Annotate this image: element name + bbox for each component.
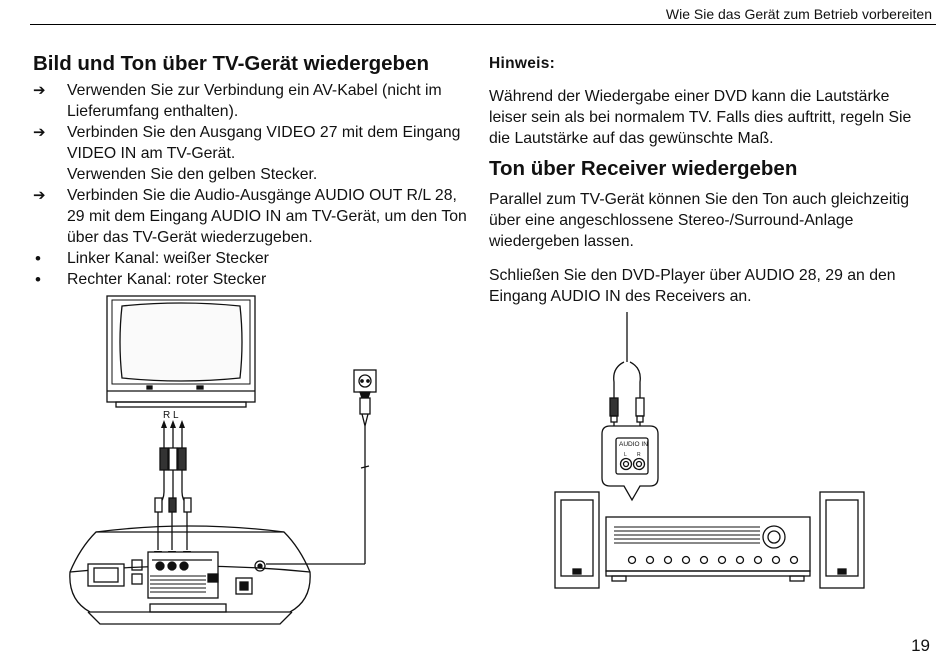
list-item: ➔ Verwenden Sie zur Verbindung ein AV-Kabel (nicht im Lieferumfang enthalten). bbox=[33, 82, 442, 120]
list-item: ➔ Verbinden Sie den Ausgang VIDEO 27 mit dem Eingang VIDEO IN am TV-Gerät. Verwenden Sie den gelben Stecker. bbox=[33, 124, 461, 183]
arrow-icon: ➔ bbox=[33, 187, 46, 204]
section-title-tv: Bild und Ton über TV-Gerät wiedergeben bbox=[33, 52, 429, 75]
receiver-paragraph-2: Schließen Sie den DVD-Player über AUDIO 28, 29 an den Eingang AUDIO IN des Receivers an. bbox=[489, 267, 896, 305]
note-title: Hinweis: bbox=[489, 55, 556, 72]
running-header: Wie Sie das Gerät zum Betrieb vorbereiten bbox=[665, 6, 932, 22]
audio-in-label: AUDIO IN bbox=[619, 441, 648, 448]
list-item: • Linker Kanal: weißer Stecker bbox=[35, 249, 269, 268]
bullet-icon: • bbox=[35, 270, 41, 289]
section-title-receiver: Ton über Receiver wiedergeben bbox=[489, 157, 798, 180]
note-text: Während der Wiedergabe einer DVD kann die Lautstärke leiser sein als bei normalem TV. Falls dies auftritt, regeln Sie die Lautstärke auf das gewünschte Maß. bbox=[489, 88, 912, 147]
plug-label-r: R bbox=[163, 410, 171, 421]
arrow-icon: ➔ bbox=[33, 124, 46, 141]
bullet-icon: • bbox=[35, 249, 41, 268]
plug-label-l: L bbox=[173, 410, 179, 421]
page-number: 19 bbox=[911, 636, 930, 655]
arrow-icon: ➔ bbox=[33, 82, 46, 99]
speaker-right-icon bbox=[820, 492, 864, 588]
receiver-paragraph-1: Parallel zum TV-Gerät können Sie den Ton auch gleichzeitig über eine angeschlossene Stereo-/Surround-Anlage wiedergeben lassen. bbox=[489, 191, 910, 250]
speaker-left-icon bbox=[555, 492, 599, 588]
audio-in-panel bbox=[602, 426, 658, 500]
audio-label-r: R bbox=[637, 452, 641, 458]
audio-label-l: L bbox=[624, 452, 627, 458]
audio-cable-icon bbox=[610, 312, 644, 430]
list-item: • Rechter Kanal: roter Stecker bbox=[35, 270, 267, 289]
list-item: ➔ Verbinden Sie die Audio-Ausgänge AUDIO OUT R/L 28, 29 mit dem Eingang AUDIO IN am TV-Gerät, um den Ton über das TV-Gerät wiederzugeben. bbox=[33, 187, 467, 246]
receiver-icon bbox=[606, 517, 810, 581]
